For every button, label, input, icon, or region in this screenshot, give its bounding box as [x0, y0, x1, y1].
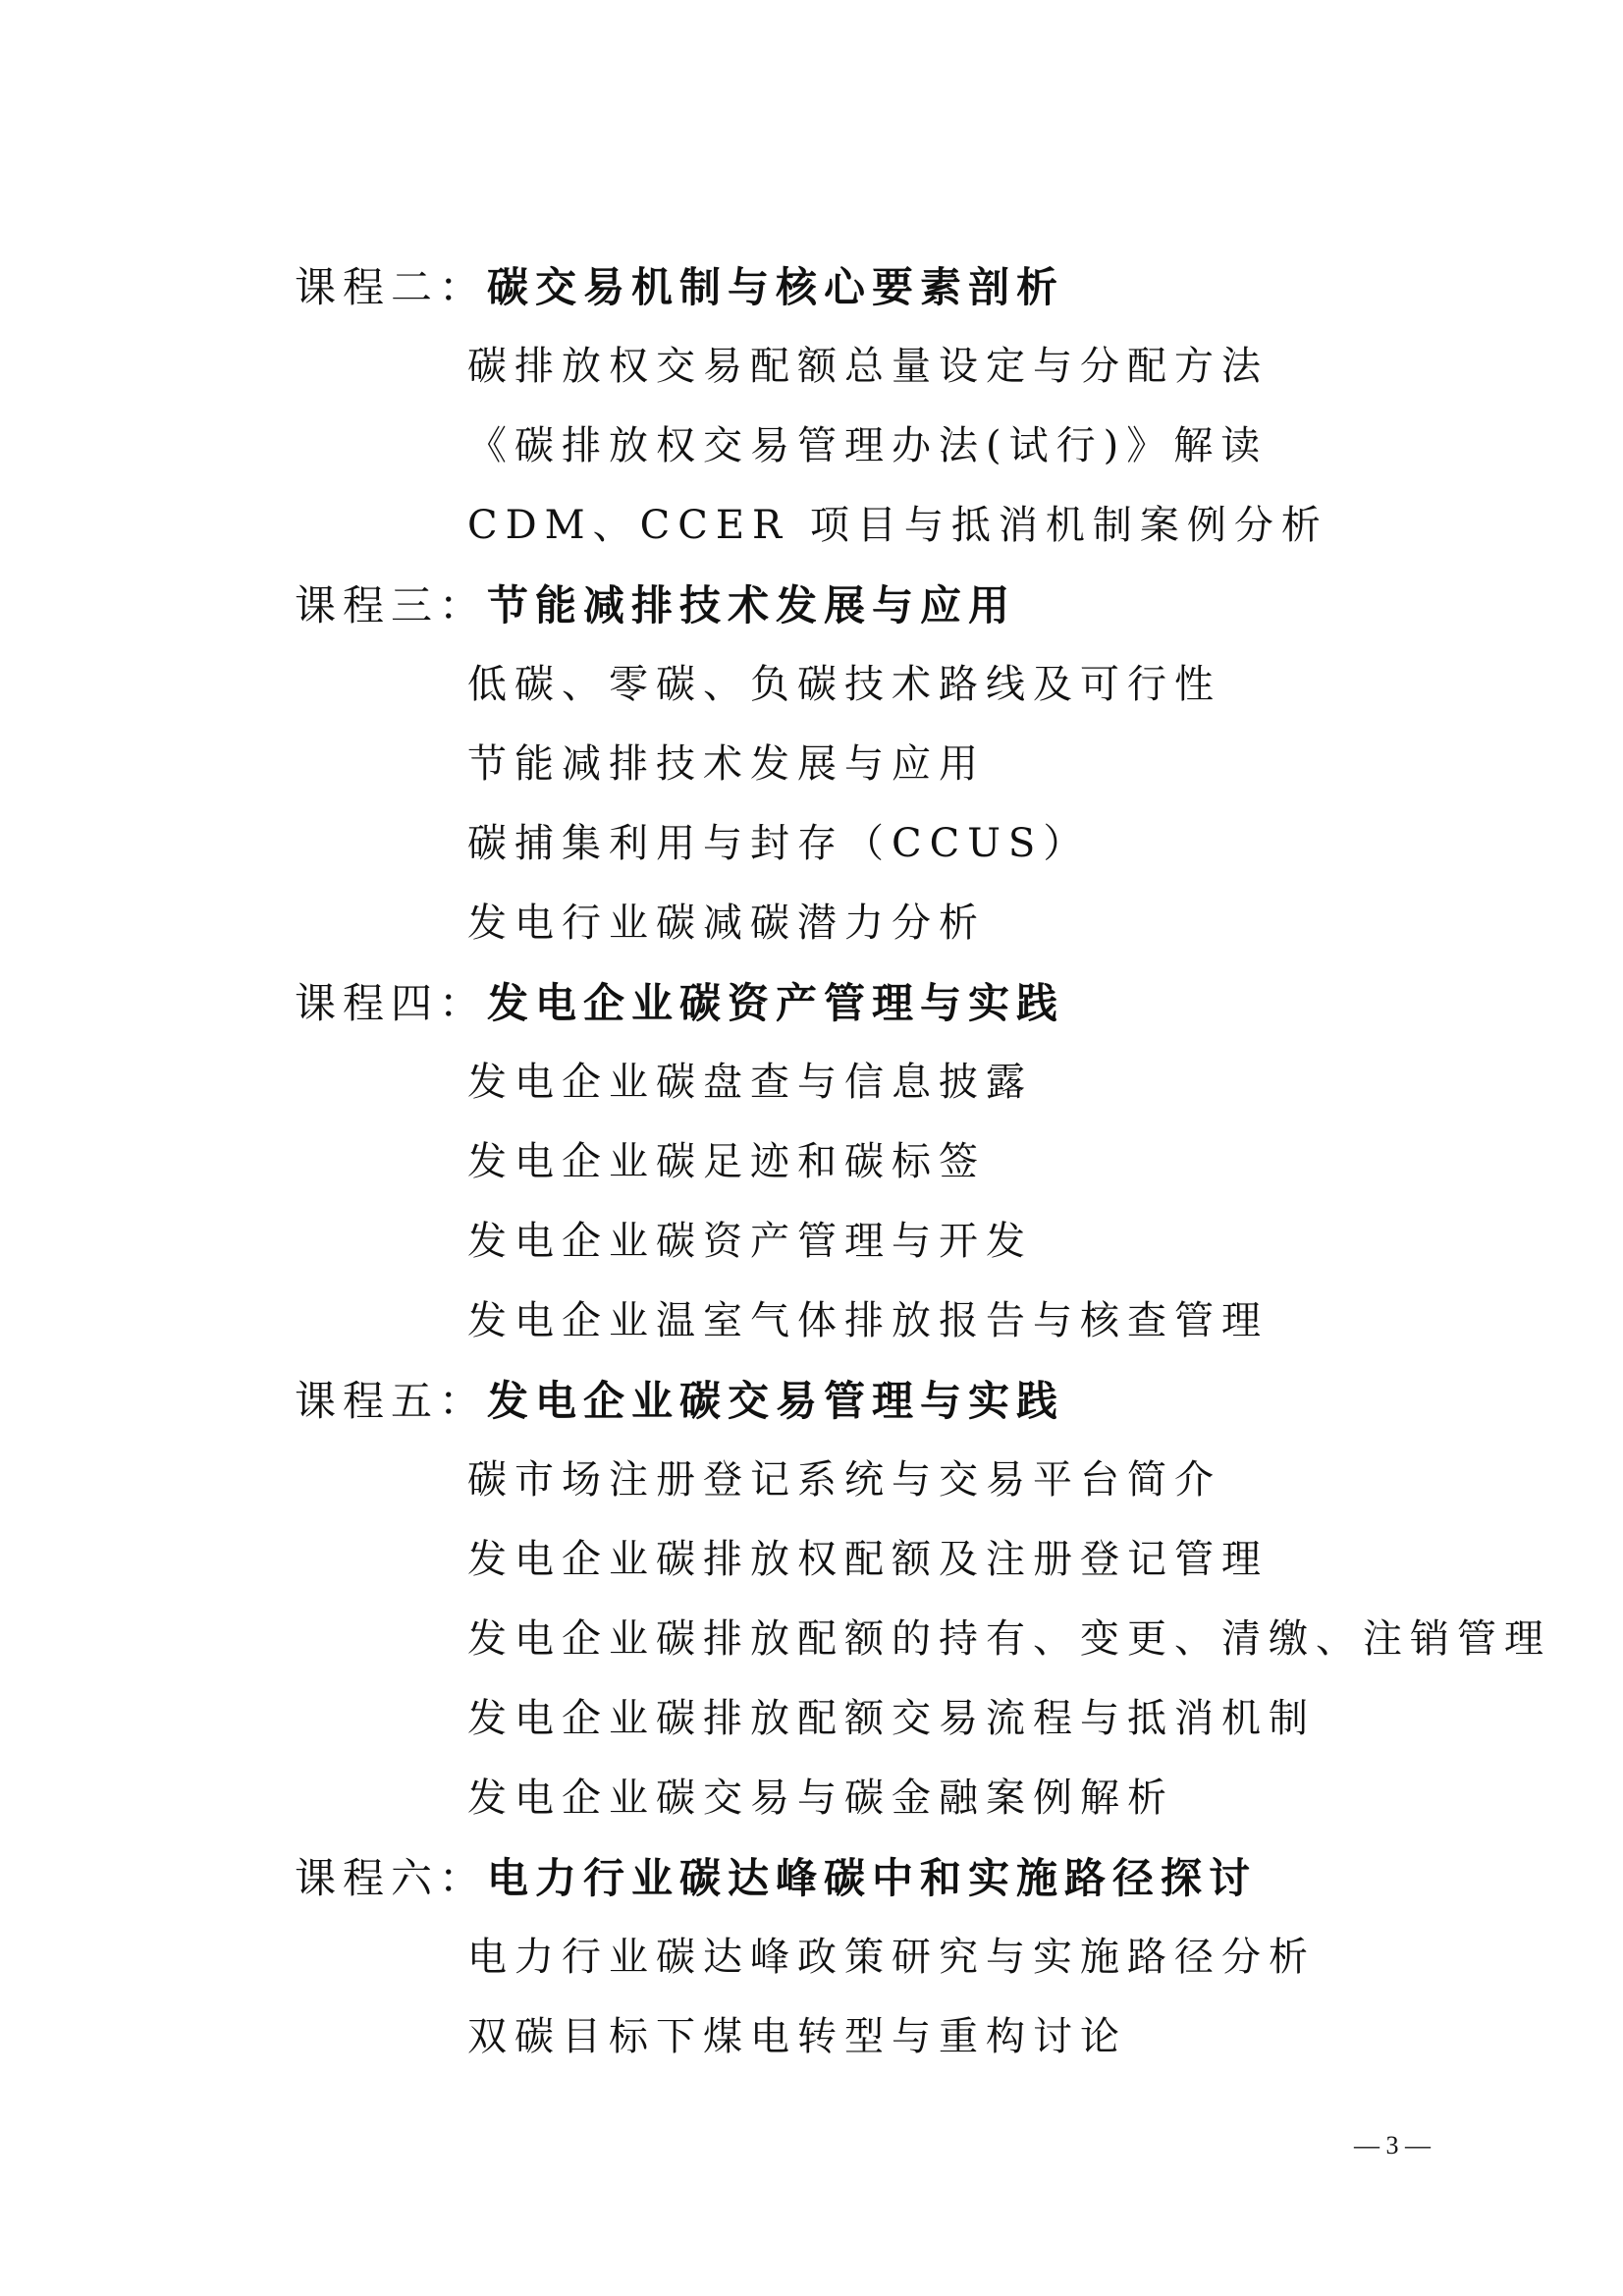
course-number: 课程二： — [295, 263, 488, 311]
course-heading — [295, 247, 1532, 327]
topic-item: CDM、CCER 项目与抵消机制案例分析 — [467, 503, 1328, 548]
topic-item: 节能减排技术发展与应用 — [467, 741, 986, 787]
topic-item: 发电企业碳资产管理与开发 — [467, 1219, 1033, 1264]
course-heading — [295, 963, 1532, 1043]
topic-item: 电力行业碳达峰政策研究与实施路径分析 — [467, 1935, 1316, 1980]
course-outline — [295, 247, 1551, 2077]
course-5 — [295, 1361, 1551, 1838]
topic-item: 发电企业碳足迹和碳标签 — [467, 1139, 986, 1184]
topic-item: 双碳目标下煤电转型与重构讨论 — [467, 2014, 1127, 2059]
topic-item: 碳捕集利用与封存（CCUS） — [467, 821, 1091, 866]
topic-item: 发电企业碳排放配额的持有、变更、清缴、注销管理 — [467, 1616, 1551, 1662]
course-2 — [295, 247, 1532, 566]
topic-list — [295, 1441, 1551, 1838]
course-heading — [295, 566, 1532, 645]
topic-list — [295, 1043, 1532, 1361]
course-number: 课程六： — [295, 1854, 488, 1902]
topic-list — [295, 645, 1532, 963]
course-number: 课程四： — [295, 979, 488, 1027]
topic-item: 碳排放权交易配额总量设定与分配方法 — [467, 344, 1269, 389]
course-number: 课程五： — [295, 1377, 488, 1425]
topic-list — [295, 1918, 1532, 2077]
course-title: 发电企业碳交易管理与实践 — [487, 1377, 1065, 1425]
course-title: 节能减排技术发展与应用 — [487, 581, 1017, 629]
course-number: 课程三： — [295, 581, 488, 629]
topic-item: 碳市场注册登记系统与交易平台简介 — [467, 1457, 1221, 1503]
page-number: — 3 — — [1354, 2131, 1431, 2159]
course-4 — [295, 963, 1532, 1361]
topic-item: 《碳排放权交易管理办法(试行)》解读 — [467, 423, 1269, 468]
topic-item: 发电行业碳减碳潜力分析 — [467, 901, 986, 946]
course-3 — [295, 566, 1532, 963]
course-title: 碳交易机制与核心要素剖析 — [487, 263, 1065, 311]
course-title: 电力行业碳达峰碳中和实施路径探讨 — [487, 1854, 1258, 1902]
topic-item: 发电企业碳盘查与信息披露 — [467, 1060, 1033, 1105]
course-heading — [295, 1361, 1532, 1441]
course-heading — [295, 1838, 1532, 1918]
topic-item: 发电企业碳排放权配额及注册登记管理 — [467, 1537, 1269, 1582]
topic-item: 低碳、零碳、负碳技术路线及可行性 — [467, 662, 1221, 707]
course-6 — [295, 1838, 1532, 2077]
topic-item: 发电企业温室气体排放报告与核查管理 — [467, 1298, 1269, 1343]
topic-item: 发电企业碳排放配额交易流程与抵消机制 — [467, 1696, 1316, 1741]
topic-list — [295, 327, 1532, 566]
course-title: 发电企业碳资产管理与实践 — [487, 979, 1065, 1027]
topic-item: 发电企业碳交易与碳金融案例解析 — [467, 1776, 1174, 1821]
